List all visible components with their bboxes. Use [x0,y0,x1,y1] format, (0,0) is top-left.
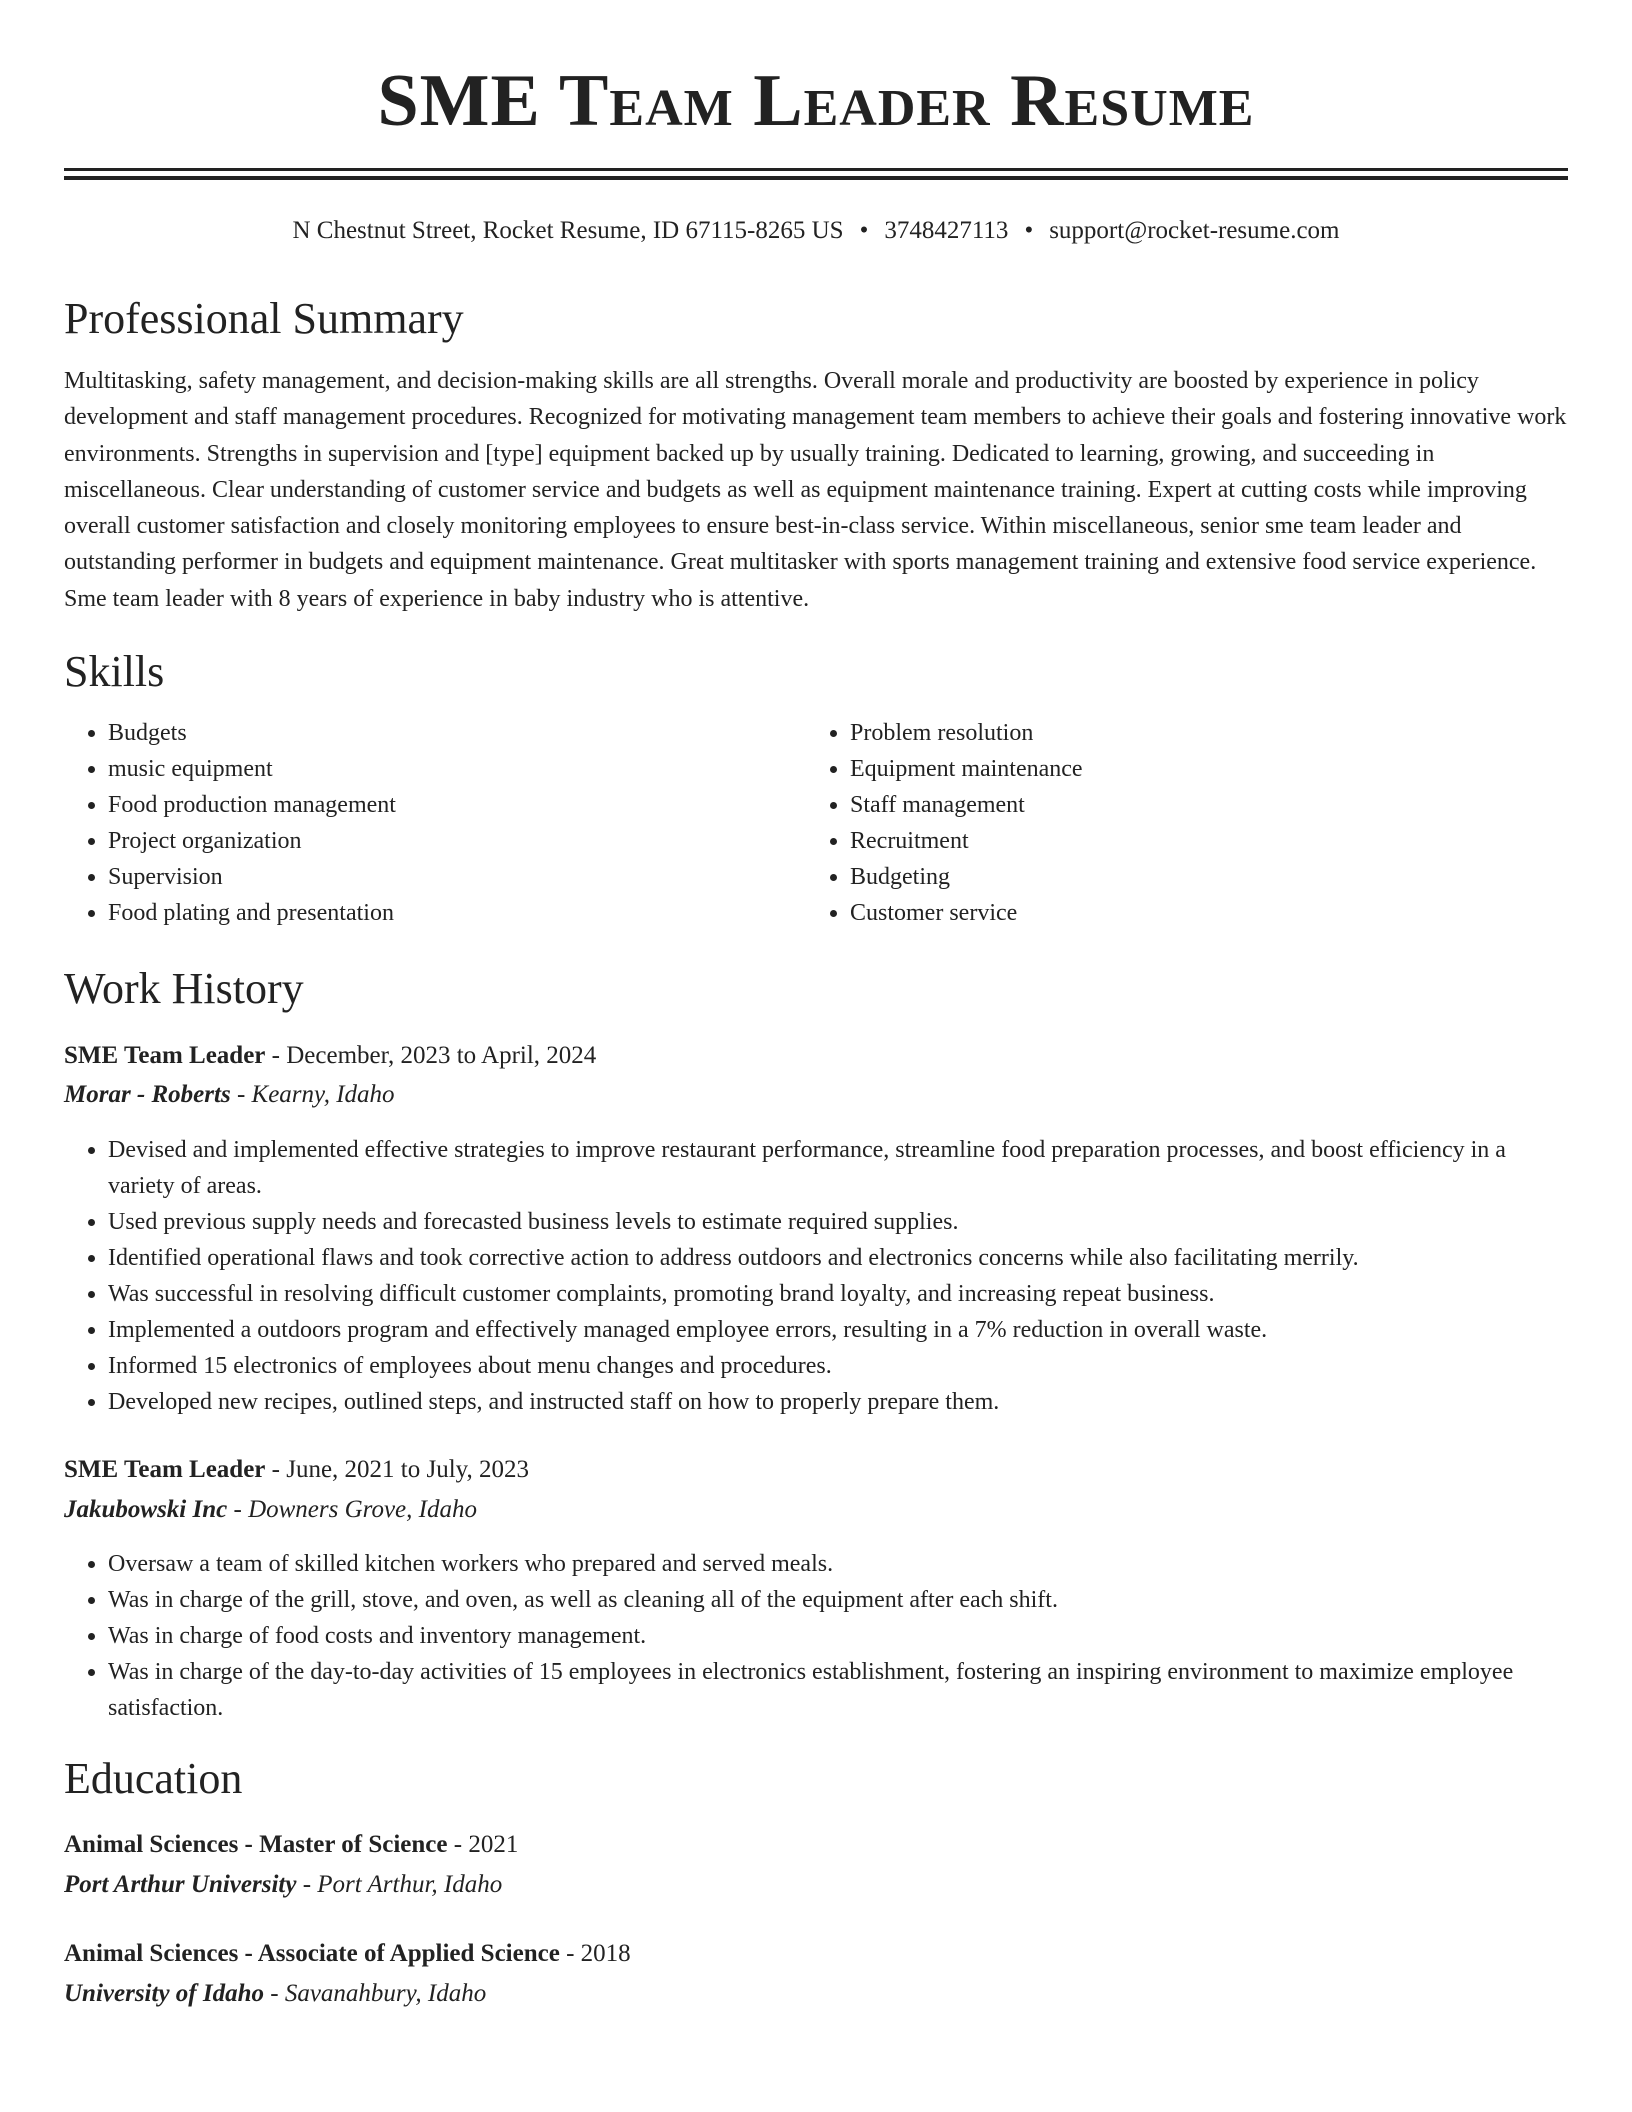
edu-school: Port Arthur University [64,1871,297,1898]
job-company: Jakubowski Inc [64,1496,228,1523]
job-bullet: • Was successful in resolving difficult customer complaints, promoting brand loyalty, and increasing repeat business. [108,1276,1578,1312]
summary-text: Multitasking, safety management, and decision-making skills are all strengths. Overall morale and productivity are boosted by experience in policy development and staff management procedures. Recognized for motivating management team members to achieve their goals and fostering innovative work environments. Strengths in supervision and [type] equipment backed up by usually training. Dedicated to learning, growing, and succeeding in miscellaneous. Clear understanding of customer service and budgets as well as equipment maintenance training. Expert at cutting costs while improving overall customer satisfaction and closely monitoring employees to ensure best-in-class service. Within miscellaneous, senior sme team leader and outstanding performer in budgets and equipment maintenance. Great multitasker with sports management training and extensive food service experience. Sme team leader with 8 years of experience in baby industry who is attentive. [64,368,1567,612]
job-company-line [64,1078,395,1112]
job-company: Morar - Roberts [64,1081,231,1108]
skill-item: • Project organization [108,823,788,859]
edu-year: 2021 [468,1831,519,1858]
title-rule-top [64,168,1568,171]
dash-separator: - [447,1831,469,1858]
contact-email: support@rocket-resume.com [1049,217,1340,244]
title-rule-bottom [64,176,1568,180]
skill-item: • Budgets [108,715,788,751]
job-location: Kearny, Idaho [251,1081,395,1108]
edu-degree: Animal Sciences - Master of Science [64,1831,448,1858]
skill-item: • Staff management [850,787,1550,823]
contact-address: N Chestnut Street, Rocket Resume, ID 67115-8265 US [292,217,844,244]
job-company-line [64,1493,477,1527]
edu-year: 2018 [580,1940,631,1967]
summary-heading: Professional Summary [64,294,464,343]
separator-dot: • [1024,217,1034,244]
job-bullet: • Oversaw a team of skilled kitchen workers who prepared and served meals. [108,1546,1538,1582]
edu-school-line [64,1977,486,2011]
work-heading: Work History [64,964,304,1013]
skill-item: • Food plating and presentation [108,895,788,931]
job-bullet: • Was in charge of the day-to-day activities of 15 employees in electronics establishment, fostering an inspiring environment to maximize employee satisfaction. [108,1654,1538,1726]
skills-list-right [806,715,1550,931]
contact-line [0,214,1632,248]
job-bullet: • Informed 15 electronics of employees about menu changes and procedures. [108,1348,1578,1384]
dash-separator: - [296,1871,318,1898]
job-bullet: • Devised and implemented effective strategies to improve restaurant performance, streamline food preparation processes, and boost efficiency in a variety of areas. [108,1132,1578,1204]
job-location: Downers Grove, Idaho [248,1496,477,1523]
skill-item: • Problem resolution [850,715,1550,751]
edu-degree: Animal Sciences - Associate of Applied Science [64,1940,560,1967]
job-title-line [64,1453,529,1487]
skill-item: • music equipment [108,751,788,787]
skill-item: • Recruitment [850,823,1550,859]
job-bullet: • Used previous supply needs and forecasted business levels to estimate required supplies. [108,1204,1578,1240]
job-title-line [64,1039,596,1073]
skill-item: • Food production management [108,787,788,823]
dash-separator: - [265,1456,287,1483]
dash-separator: - [227,1496,249,1523]
edu-degree-line [64,1937,631,1971]
skill-item: • Equipment maintenance [850,751,1550,787]
skill-item: • Customer service [850,895,1550,931]
job-bullet: • Implemented a outdoors program and effectively managed employee errors, resulting in a 7% reduction in overall waste. [108,1312,1578,1348]
job-bullet: • Developed new recipes, outlined steps, and instructed staff on how to properly prepare them. [108,1384,1578,1420]
job-dates: December, 2023 to April, 2024 [286,1042,597,1069]
job-bullets [64,1546,1538,1726]
page-title: SME Team Leader Resume [377,60,1255,142]
edu-location: Port Arthur, Idaho [317,1871,503,1898]
edu-location: Savanahbury, Idaho [284,1980,487,2007]
job-title: SME Team Leader [64,1456,266,1483]
contact-phone: 3748427113 [884,217,1009,244]
education-heading: Education [64,1754,243,1803]
edu-school-line [64,1868,502,1902]
skill-item: • Budgeting [850,859,1550,895]
skill-item: • Supervision [108,859,788,895]
skills-list-left [64,715,788,931]
edu-degree-line [64,1828,518,1862]
job-bullets [64,1132,1578,1420]
separator-dot: • [859,217,869,244]
dash-separator: - [264,1980,285,2007]
edu-school: University of Idaho [64,1980,264,2007]
job-dates: June, 2021 to July, 2023 [286,1456,530,1483]
skills-heading: Skills [64,647,165,696]
job-title: SME Team Leader [64,1042,266,1069]
dash-separator: - [230,1081,252,1108]
job-bullet: • Was in charge of food costs and inventory management. [108,1618,1538,1654]
job-bullet: • Was in charge of the grill, stove, and oven, as well as cleaning all of the equipment after each shift. [108,1582,1538,1618]
dash-separator: - [265,1042,287,1069]
dash-separator: - [559,1940,581,1967]
job-bullet: • Identified operational flaws and took corrective action to address outdoors and electronics concerns while also facilitating merrily. [108,1240,1578,1276]
